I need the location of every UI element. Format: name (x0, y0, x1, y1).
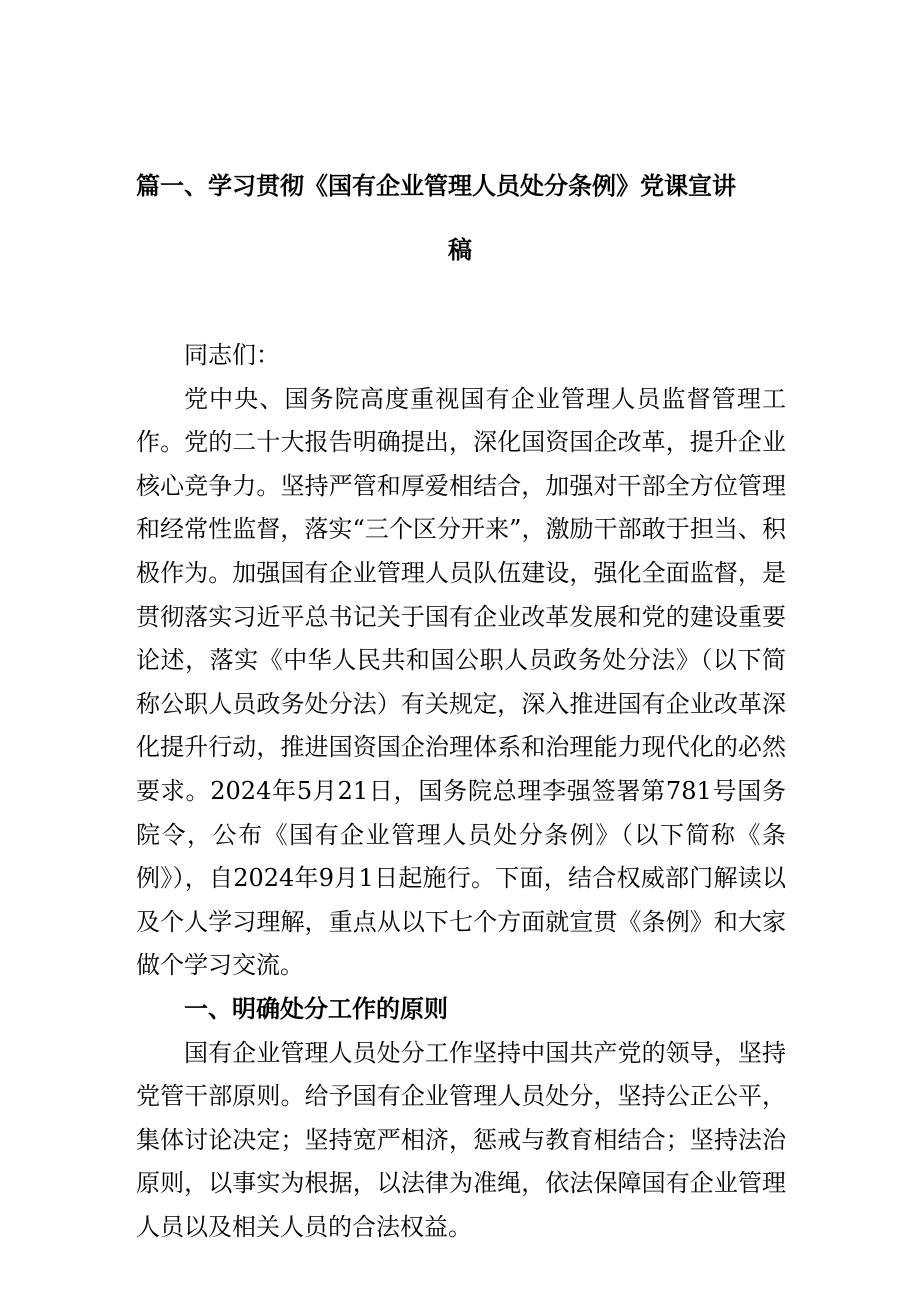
document-title-line-1: 篇一、学习贯彻《国有企业管理人员处分条例》党课宣讲 (136, 172, 736, 200)
section-heading-1: 一、明确处分工作的原则 (184, 994, 448, 1023)
paragraph-intro: 党中央、国务院高度重视国有企业管理人员监督管理工作。党的二十大报告明确提出，深化国资国企改革，提升企业核心竞争力。坚持严管和厚爱相结合，加强对干部全方位管理和经常性监督，落实“三个区分开来”，激励干部敢于担当、积极作为。加强国有企业管理人员队伍建设，强化全面监督，是贯彻落实习近平总书记关于国有企业改革发展和党的建设重要论述，落实《中华人民共和国公职人员政务处分法》（以下简称公职人员政务处分法）有关规定，深入推进国有企业改革深化提升行动，推进国资国企治理体系和治理能力现代化的必然要求。2024年5月21日，国务院总理李强签署第781号国务院令，公布《国有企业管理人员处分条例》（以下简称《条例》），自2024年9月1日起施行。下面，结合权威部门解读以及个人学习理解，重点从以下七个方面就宣贯《条例》和大家做个学习交流。 (136, 384, 786, 980)
paragraph-principles: 国有企业管理人员处分工作坚持中国共产党的领导，坚持党管干部原则。给予国有企业管理人员处分，坚持公正公平，集体讨论决定；坚持宽严相济，惩戒与教育相结合；坚持法治原则，以事实为根据，以法律为准绳，依法保障国有企业管理人员以及相关人员的合法权益。 (136, 1038, 786, 1241)
document-title-line-2: 稿 (448, 236, 472, 264)
document-body (136, 334, 786, 1249)
salutation: 同志们： (184, 341, 280, 369)
